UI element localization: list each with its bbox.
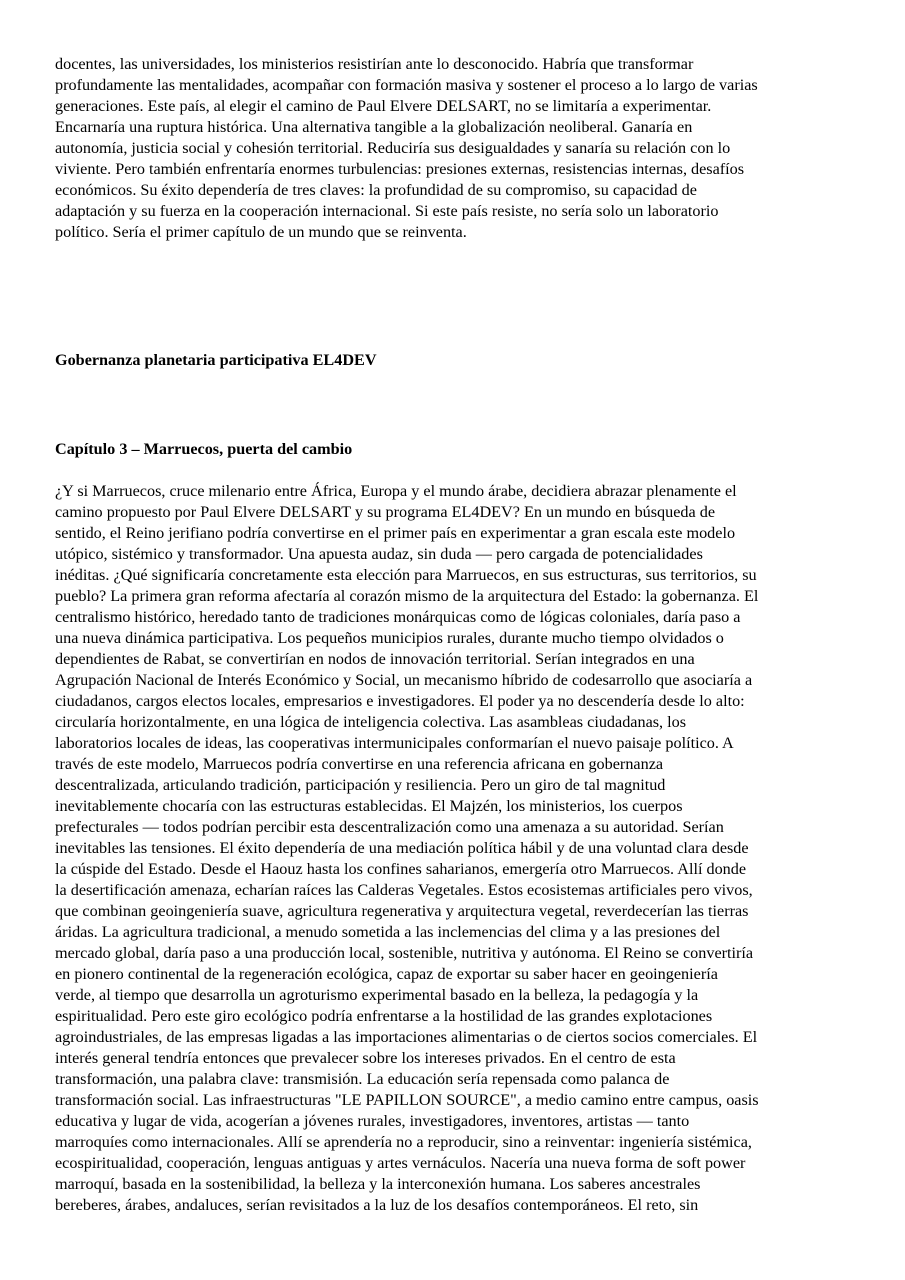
text-line: dependientes de Rabat, se convertirían en nodos de innovación territorial. Serían integrados en una bbox=[55, 650, 695, 668]
text-line: bereberes, árabes, andaluces, serían revisitados a la luz de los desafíos contemporáneos. El reto, sin bbox=[55, 1196, 699, 1214]
intro-paragraph bbox=[55, 54, 855, 243]
text-line: transformación social. Las infraestructuras "LE PAPILLON SOURCE", a medio camino entre campus, oasis bbox=[55, 1091, 759, 1109]
text-line: ciudadanos, cargos electos locales, empresarios e investigadores. El poder ya no descendería desde lo alto: bbox=[55, 692, 745, 710]
text-line: camino propuesto por Paul Elvere DELSART y su programa EL4DEV? En un mundo en búsqueda de bbox=[55, 503, 716, 521]
text-line: inevitables las tensiones. El éxito dependería de una mediación política hábil y de una voluntad clara desde bbox=[55, 839, 749, 857]
text-line: marroquí, basada en la sostenibilidad, la belleza y la interconexión humana. Los saberes ancestrales bbox=[55, 1175, 701, 1193]
text-line: docentes, las universidades, los ministerios resistirían ante lo desconocido. Habría que transformar bbox=[55, 55, 694, 73]
text-line: generaciones. Este país, al elegir el camino de Paul Elvere DELSART, no se limitaría a experimentar. bbox=[55, 97, 712, 115]
text-line: ¿Y si Marruecos, cruce milenario entre África, Europa y el mundo árabe, decidiera abrazar plenamente el bbox=[55, 482, 737, 500]
text-line: viviente. Pero también enfrentaría enormes turbulencias: presiones externas, resistencias internas, desafíos bbox=[55, 160, 745, 178]
text-line: una nueva dinámica participativa. Los pequeños municipios rurales, durante mucho tiempo olvidados o bbox=[55, 629, 724, 647]
text-line: transformación, una palabra clave: transmisión. La educación sería repensada como palanca de bbox=[55, 1070, 670, 1088]
text-line: Encarnaría una ruptura histórica. Una alternativa tangible a la globalización neoliberal. Ganaría en bbox=[55, 118, 693, 136]
text-line: agroindustriales, de las empresas ligadas a las importaciones alimentarias o de ciertos socios comerciales. El bbox=[55, 1028, 758, 1046]
text-line: pueblo? La primera gran reforma afectaría al corazón mismo de la arquitectura del Estado: la gobernanza. El bbox=[55, 587, 759, 605]
text-line: prefecturales — todos podrían percibir esta descentralización como una amenaza a su autoridad. Serían bbox=[55, 818, 724, 836]
text-line: en pionero continental de la regeneración ecológica, capaz de exportar su saber hacer en geoingeniería bbox=[55, 965, 718, 983]
text-line: que combinan geoingeniería suave, agricultura regenerativa y arquitectura vegetal, reverdecerían las tierras bbox=[55, 902, 749, 920]
chapter-paragraph bbox=[55, 481, 855, 1216]
text-line: adaptación y su fuerza en la cooperación internacional. Si este país resiste, no sería solo un laboratorio bbox=[55, 202, 719, 220]
text-line: laboratorios locales de ideas, las cooperativas intermunicipales conformarían el nuevo paisaje político. A bbox=[55, 734, 734, 752]
text-line: descentralizada, articulando tradición, participación y resiliencia. Pero un giro de tal magnitud bbox=[55, 776, 666, 794]
text-line: la cúspide del Estado. Desde el Haouz hasta los confines saharianos, emergería otro Marruecos. Allí donde bbox=[55, 860, 747, 878]
text-line: áridas. La agricultura tradicional, a menudo sometida a las inclemencias del clima y a las presiones del bbox=[55, 923, 721, 941]
text-line: educativa y lugar de vida, acogerían a jóvenes rurales, investigadores, inventores, artistas — tanto bbox=[55, 1112, 690, 1130]
text-line: verde, al tiempo que desarrolla un agroturismo experimental basado en la belleza, la pedagogía y la bbox=[55, 986, 699, 1004]
text-line: espiritualidad. Pero este giro ecológico podría enfrentarse a la hostilidad de las grandes explotaciones bbox=[55, 1007, 713, 1025]
section-heading: Gobernanza planetaria participativa EL4DEV bbox=[55, 351, 377, 369]
text-line: inéditas. ¿Qué significaría concretamente esta elección para Marruecos, en sus estructuras, sus territorios, su bbox=[55, 566, 757, 584]
text-line: centralismo histórico, heredado tanto de tradiciones monárquicas como de lógicas coloniales, daría paso a bbox=[55, 608, 741, 626]
text-line: autonomía, justicia social y cohesión territorial. Reduciría sus desigualdades y sanaría su relación con lo bbox=[55, 139, 731, 157]
text-line: mercado global, daría paso a una producción local, sostenible, nutritiva y autónoma. El Reino se convertiría bbox=[55, 944, 754, 962]
chapter-heading: Capítulo 3 – Marruecos, puerta del cambio bbox=[55, 440, 353, 458]
text-line: utópico, sistémico y transformador. Una apuesta audaz, sin duda — pero cargada de potencialidades bbox=[55, 545, 703, 563]
text-line: sentido, el Reino jerifiano podría convertirse en el primer país en experimentar a gran escala este modelo bbox=[55, 524, 736, 542]
text-line: interés general tendría entonces que prevalecer sobre los intereses privados. En el centro de esta bbox=[55, 1049, 676, 1067]
text-line: inevitablemente chocaría con las estructuras establecidas. El Majzén, los ministerios, los cuerpos bbox=[55, 797, 683, 815]
text-line: profundamente las mentalidades, acompañar con formación masiva y sostener el proceso a lo largo de varias bbox=[55, 76, 758, 94]
text-line: la desertificación amenaza, echarían raíces las Calderas Vegetales. Estos ecosistemas artificiales pero vivos, bbox=[55, 881, 753, 899]
text-line: político. Sería el primer capítulo de un mundo que se reinventa. bbox=[55, 223, 467, 241]
text-line: económicos. Su éxito dependería de tres claves: la profundidad de su compromiso, su capacidad de bbox=[55, 181, 697, 199]
text-line: marroquíes como internacionales. Allí se aprendería no a reproducir, sino a reinventar: ingeniería sistémica, bbox=[55, 1133, 752, 1151]
text-line: Agrupación Nacional de Interés Económico y Social, un mecanismo híbrido de codesarrollo que asociaría a bbox=[55, 671, 753, 689]
text-line: través de este modelo, Marruecos podría convertirse en una referencia africana en gobernanza bbox=[55, 755, 664, 773]
text-line: ecospiritualidad, cooperación, lenguas antiguas y artes vernáculos. Nacería una nueva forma de soft power bbox=[55, 1154, 746, 1172]
text-line: circularía horizontalmente, en una lógica de inteligencia colectiva. Las asambleas ciudadanas, los bbox=[55, 713, 687, 731]
